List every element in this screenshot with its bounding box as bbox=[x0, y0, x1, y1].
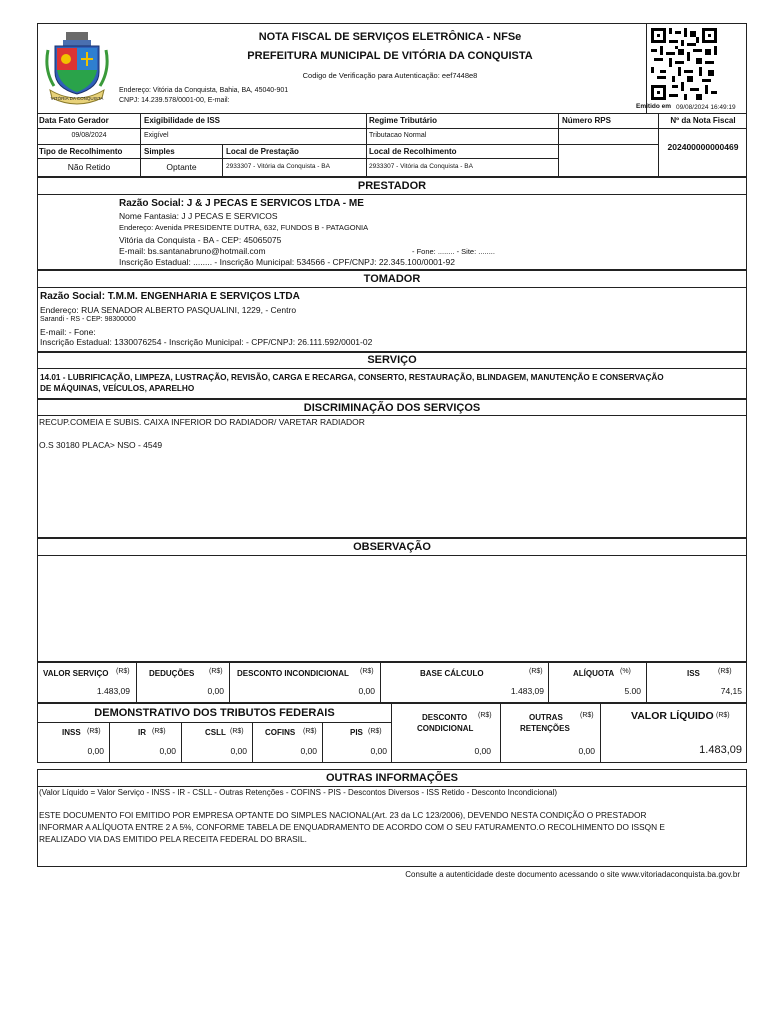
prestador-email: E-mail: bs.santanabruno@hotmail.com bbox=[119, 246, 266, 256]
ir-value: 0,00 bbox=[159, 746, 176, 756]
base-calculo-label: BASE CÁLCULO bbox=[420, 669, 484, 678]
discriminacao-line1: RECUP.COMEIA E SUBIS. CAIXA INFERIOR DO RADIADOR/ VARETAR RADIADOR bbox=[39, 417, 365, 427]
aliquota-unit: (%) bbox=[620, 668, 631, 675]
cofins-label: COFINS bbox=[265, 728, 296, 737]
outras-note-2: INFORMAR A ALÍQUOTA ENTRE 2 A 5%, CONFORME TABELA DE ENQUADRAMENTO DE ACORDO COM O SEU FATURAMENTO.O RECOLHIMENTO DO ISSQN E bbox=[39, 822, 665, 832]
desconto-incond-label: DESCONTO INCONDICIONAL bbox=[237, 669, 349, 678]
ir-unit: (R$) bbox=[152, 728, 166, 735]
servico-title: SERVIÇO bbox=[367, 354, 417, 366]
iss-value: 74,15 bbox=[720, 686, 742, 696]
recolhimento-tipo-value: Não Retido bbox=[67, 162, 111, 172]
valor-servico-unit: (R$) bbox=[116, 668, 130, 675]
rps-label: Número RPS bbox=[562, 116, 611, 125]
inss-label: INSS bbox=[62, 728, 81, 737]
doc-title: NOTA FISCAL DE SERVIÇOS ELETRÔNICA - NFSe bbox=[258, 31, 522, 43]
local-recolhimento-label: Local de Recolhimento bbox=[369, 147, 457, 156]
outras-retencoes-label-2: RETENÇÕES bbox=[520, 724, 570, 733]
local-prestacao-value: 2933307 - Vitória da Conquista - BA bbox=[226, 163, 330, 170]
outras-info-title: OUTRAS INFORMAÇÕES bbox=[326, 772, 458, 784]
base-calculo-unit: (R$) bbox=[529, 668, 543, 675]
outras-note-1: ESTE DOCUMENTO FOI EMITIDO POR EMPRESA OPTANTE DO SIMPLES NACIONAL(Art. 23 da LC 123/2006), DEVENDO NESTA CONDIÇÃO O PRESTADOR bbox=[39, 810, 647, 820]
base-calculo-value: 1.483,09 bbox=[510, 686, 544, 696]
csll-unit: (R$) bbox=[230, 728, 244, 735]
discriminacao-line2: O.S 30180 PLACA> NSO - 4549 bbox=[39, 440, 163, 450]
exigibilidade-value: Exigível bbox=[144, 132, 169, 139]
valor-servico-label: VALOR SERVIÇO bbox=[43, 669, 109, 678]
issuer-address: Endereço: Vitória da Conquista, Bahia, BA, 45040-901 bbox=[119, 87, 289, 94]
tomador-inscricao: Inscrição Estadual: 1330076254 - Inscrição Municipal: - CPF/CNPJ: 26.111.592/0001-02 bbox=[40, 337, 373, 347]
inss-value: 0,00 bbox=[87, 746, 104, 756]
deducoes-value: 0,00 bbox=[207, 686, 224, 696]
qr-code bbox=[651, 28, 717, 100]
desconto-incond-value: 0,00 bbox=[358, 686, 375, 696]
desconto-cond-value: 0,00 bbox=[474, 746, 491, 756]
regime-value: Tributacao Normal bbox=[369, 132, 427, 139]
valor-liquido-value: 1.483,09 bbox=[699, 744, 742, 756]
local-prestacao-label: Local de Prestação bbox=[226, 147, 299, 156]
prestador-inscricao: Inscrição Estadual: ........ - Inscrição Municipal: 534566 - CPF/CNPJ: 22.345.100/0001-92 bbox=[119, 257, 455, 267]
pis-label: PIS bbox=[350, 728, 363, 737]
pis-unit: (R$) bbox=[368, 728, 382, 735]
regime-label: Regime Tributário bbox=[369, 116, 438, 125]
tomador-email: E-mail: - Fone: bbox=[40, 327, 96, 337]
nota-number-label: Nº da Nota Fiscal bbox=[670, 116, 736, 125]
desconto-cond-label: DESCONTO bbox=[422, 713, 468, 722]
valor-servico-value: 1.483,09 bbox=[96, 686, 130, 696]
tomador-cidade: Sarandi - RS - CEP: 98300000 bbox=[40, 316, 136, 323]
servico-line1: 14.01 - LUBRIFICAÇÃO, LIMPEZA, LUSTRAÇÃO, REVISÃO, CARGA E RECARGA, CONSERTO, RESTAURAÇÃO, BLINDAGEM, MANUTENÇÃO E CONSERVAÇÃO bbox=[40, 373, 664, 382]
iss-unit: (R$) bbox=[718, 668, 732, 675]
ir-label: IR bbox=[138, 728, 146, 737]
discriminacao-title: DISCRIMINAÇÃO DOS SERVIÇOS bbox=[303, 402, 481, 414]
outras-retencoes-value: 0,00 bbox=[578, 746, 595, 756]
outras-formula: (Valor Líquido = Valor Serviço - INSS - IR - CSLL - Outras Retenções - COFINS - PIS - Descontos Diversos - ISS Retido - Desconto Incondicional) bbox=[39, 788, 558, 797]
deducoes-label: DEDUÇÕES bbox=[149, 669, 195, 678]
nota-number-value: 202400000000469 bbox=[667, 142, 739, 152]
municipal-coat-of-arms bbox=[44, 30, 110, 106]
servico-line2: DE MÁQUINAS, VEÍCULOS, APARELHO bbox=[40, 384, 195, 393]
cofins-unit: (R$) bbox=[303, 728, 317, 735]
tomador-title: TOMADOR bbox=[363, 273, 421, 285]
iss-label: ISS bbox=[687, 669, 700, 678]
outras-note-3: REALIZADO VIA DAS EMITIDO PELA RECEITA FEDERAL DO BRASIL. bbox=[39, 834, 307, 844]
observacao-box bbox=[37, 538, 747, 662]
desconto-cond-label-2: CONDICIONAL bbox=[417, 724, 474, 733]
footer-consulta: Consulte a autenticidade deste documento acessando o site www.vitoriadaconquista.ba.gov.br bbox=[405, 870, 740, 879]
prestador-cidade: Vitória da Conquista - BA - CEP: 45065075 bbox=[119, 235, 282, 245]
emitted-label: Emitido em bbox=[636, 103, 672, 110]
issuer-cnpj: CNPJ: 14.239.578/0001-00, E-mail: bbox=[119, 97, 230, 104]
csll-label: CSLL bbox=[205, 728, 226, 737]
prestador-razao: Razão Social: J & J PECAS E SERVICOS LTDA - ME bbox=[119, 198, 364, 209]
outras-retencoes-unit: (R$) bbox=[580, 712, 594, 719]
emitted-value: 09/08/2024 16:49:19 bbox=[676, 104, 736, 111]
pis-value: 0,00 bbox=[370, 746, 387, 756]
inss-unit: (R$) bbox=[87, 728, 101, 735]
prestador-fantasia: Nome Fantasia: J J PECAS E SERVICOS bbox=[119, 211, 278, 221]
prestador-title: PRESTADOR bbox=[357, 180, 427, 192]
tomador-endereco: Endereço: RUA SENADOR ALBERTO PASQUALINI, 1229, - Centro bbox=[40, 305, 297, 315]
cofins-value: 0,00 bbox=[300, 746, 317, 756]
csll-value: 0,00 bbox=[230, 746, 247, 756]
municipality-name: PREFEITURA MUNICIPAL DE VITÓRIA DA CONQUISTA bbox=[247, 50, 533, 62]
local-recolhimento-value: 2933307 - Vitória da Conquista - BA bbox=[369, 163, 473, 170]
outras-retencoes-label: OUTRAS bbox=[529, 713, 563, 722]
valor-liquido-unit: (R$) bbox=[716, 712, 730, 719]
verification-code: Codigo de Verificação para Autenticação: eef7448e8 bbox=[302, 71, 478, 80]
aliquota-value: 5.00 bbox=[624, 686, 641, 696]
recolhimento-tipo-label: Tipo de Recolhimento bbox=[39, 147, 123, 156]
deducoes-unit: (R$) bbox=[209, 668, 223, 675]
observacao-title: OBSERVAÇÃO bbox=[353, 541, 431, 553]
prestador-endereco: Endereço: Avenida PRESIDENTE DUTRA, 632, FUNDOS B - PATAGONIA bbox=[119, 223, 369, 232]
data-fato-label: Data Fato Gerador bbox=[39, 116, 109, 125]
desconto-incond-unit: (R$) bbox=[360, 668, 374, 675]
valor-liquido-label: VALOR LÍQUIDO bbox=[631, 710, 714, 722]
tomador-razao: Razão Social: T.M.M. ENGENHARIA E SERVIÇOS LTDA bbox=[40, 291, 300, 302]
simples-value: Optante bbox=[166, 162, 197, 172]
desconto-cond-unit: (R$) bbox=[478, 712, 492, 719]
valores-box bbox=[37, 662, 747, 703]
exigibilidade-label: Exigibilidade de ISS bbox=[144, 116, 221, 125]
simples-label: Simples bbox=[144, 147, 175, 156]
aliquota-label: ALÍQUOTA bbox=[573, 669, 615, 678]
data-fato-value: 09/08/2024 bbox=[71, 132, 107, 139]
prestador-fone: - Fone: ........ - Site: ........ bbox=[412, 247, 495, 256]
federais-title: DEMONSTRATIVO DOS TRIBUTOS FEDERAIS bbox=[94, 707, 335, 719]
seal-text: VITÓRIA DA CONQUISTA bbox=[50, 96, 104, 101]
